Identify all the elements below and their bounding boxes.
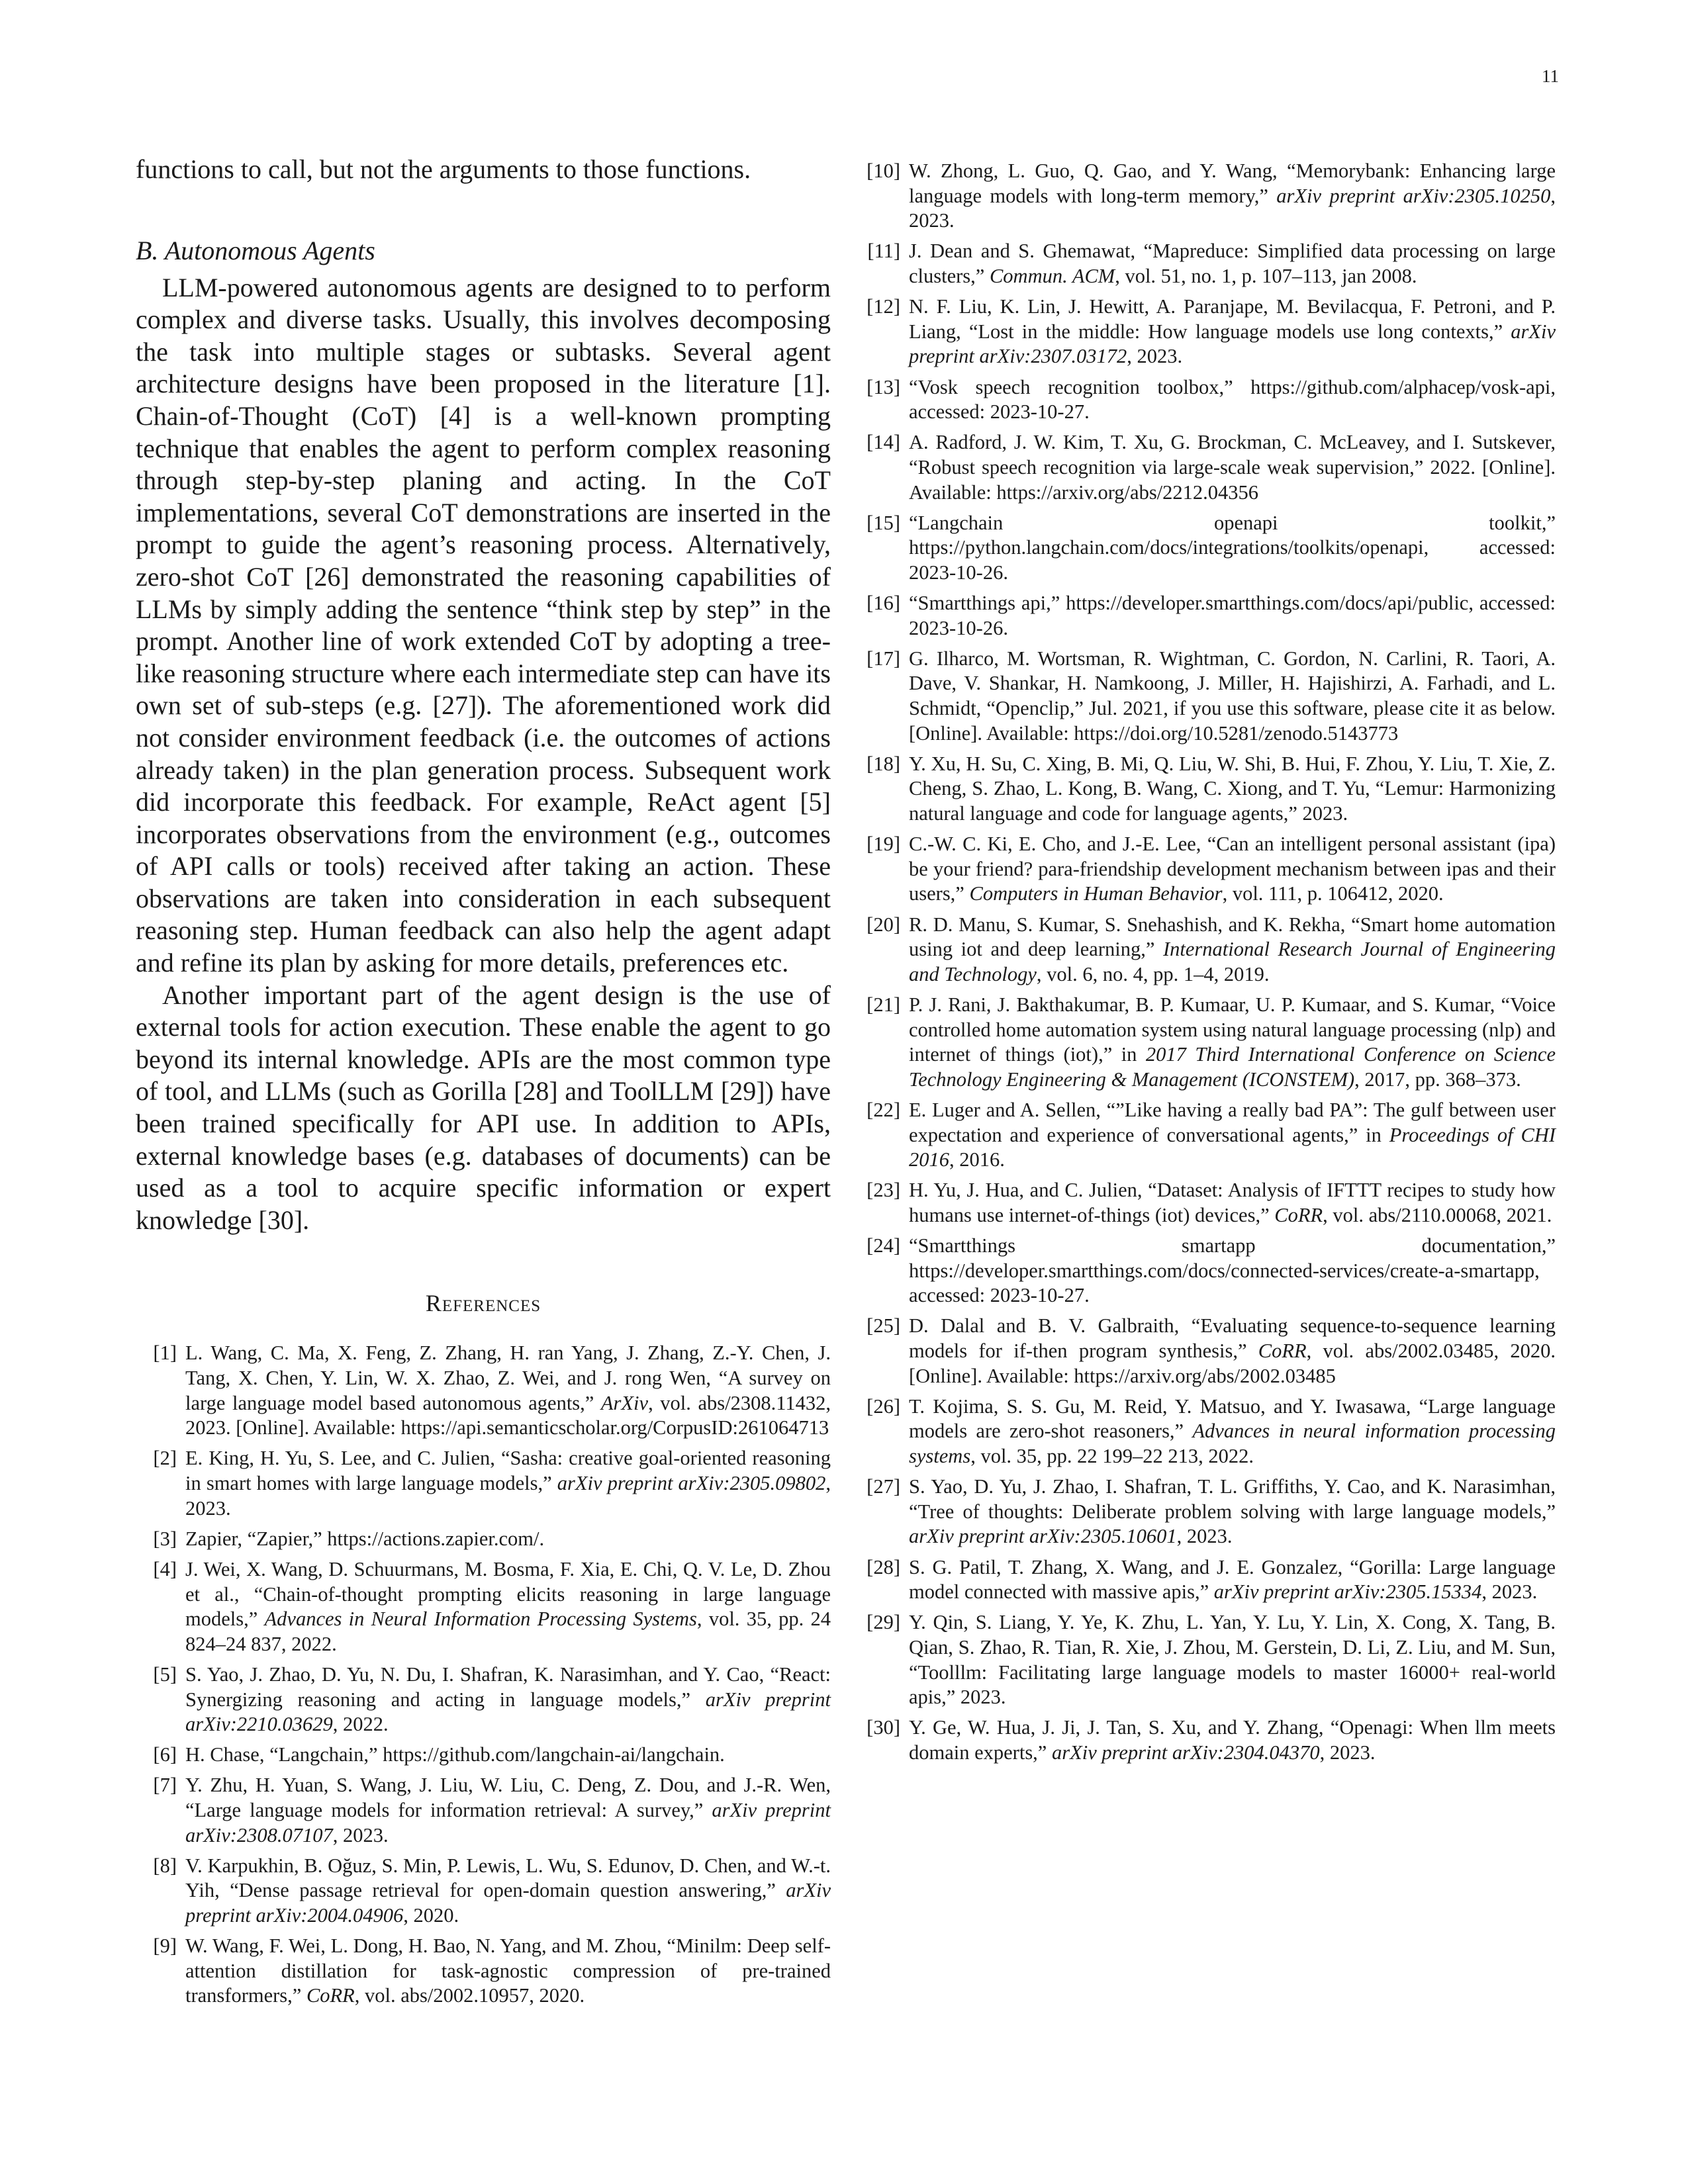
reference-text-tail: , 2023.	[1127, 345, 1183, 368]
reference-venue: arXiv preprint arXiv:2308.07107	[185, 1799, 831, 1846]
reference-text	[909, 592, 1556, 639]
reference-number: [18]	[867, 752, 900, 775]
reference-venue: CoRR	[306, 1984, 355, 2007]
reference-item	[859, 832, 1556, 907]
reference-number: [28]	[867, 1555, 900, 1578]
reference-text-tail: , vol. abs/2002.03485, 2020. [Online]. Available: https://arxiv.org/abs/2002.03485	[909, 1340, 1556, 1387]
reference-text	[185, 1854, 831, 1927]
reference-number: [20]	[867, 913, 900, 936]
reference-text-main: S. Yao, J. Zhao, D. Yu, N. Du, I. Shafran, K. Narasimhan, and Y. Cao, “React: Synergizing reasoning and acting in language models,”	[185, 1662, 831, 1711]
reference-number: [26]	[867, 1394, 900, 1418]
reference-text-main: R. D. Manu, S. Kumar, S. Snehashish, and K. Rekha, “Smart home automation using iot and deep learning,”	[909, 913, 1556, 961]
reference-venue: arXiv preprint arXiv:2304.04370	[1051, 1741, 1320, 1764]
reference-number: [30]	[867, 1716, 900, 1739]
reference-number: [15]	[867, 511, 900, 534]
reference-item	[859, 1234, 1556, 1308]
reference-text-main: H. Chase, “Langchain,” https://github.com/langchain-ai/langchain.	[185, 1743, 725, 1766]
reference-text	[185, 1743, 725, 1766]
reference-text	[185, 1342, 831, 1439]
reference-venue: arXiv preprint arXiv:2004.04906	[185, 1879, 831, 1927]
reference-text	[185, 1774, 831, 1846]
reference-number: [13]	[867, 375, 900, 398]
reference-text-main: N. F. Liu, K. Lin, J. Hewitt, A. Paranjape, M. Bevilacqua, F. Petroni, and P. Liang, “Lost in the middle: How language models use long contexts,”	[909, 295, 1556, 343]
reference-text	[909, 913, 1556, 985]
reference-text	[185, 1663, 831, 1735]
reference-item	[859, 1394, 1556, 1469]
reference-text	[909, 993, 1556, 1091]
reference-text	[909, 1314, 1556, 1387]
reference-item	[136, 1662, 831, 1737]
reference-venue: arXiv preprint arXiv:2307.03172	[909, 320, 1556, 368]
reference-item	[136, 1743, 831, 1768]
reference-venue: CoRR	[1258, 1340, 1307, 1363]
reference-text	[909, 1395, 1556, 1467]
reference-item	[859, 913, 1556, 987]
reference-number: [9]	[153, 1934, 177, 1958]
reference-text-tail: , 2023.	[1176, 1525, 1233, 1548]
reference-text-tail: , 2023.	[1319, 1741, 1376, 1764]
reference-text	[909, 376, 1556, 424]
reference-text-main: “Langchain openapi toolkit,” https://python.langchain.com/docs/integrations/toolkits/openapi, accessed: 2023-10-26.	[909, 511, 1556, 584]
reference-item	[859, 752, 1556, 827]
reference-text-main: W. Wang, F. Wei, L. Dong, H. Bao, N. Yang, and M. Zhou, “Minilm: Deep self-attention distillation for task-agnostic compression of pre-trained transformers,”	[185, 1934, 831, 2007]
reference-text-tail: , 2023.	[332, 1823, 389, 1846]
reference-text	[909, 1179, 1556, 1226]
reference-text-tail: , 2023.	[185, 1471, 831, 1520]
reference-item	[859, 239, 1556, 289]
reference-item	[859, 1555, 1556, 1605]
reference-text-tail: , 2020.	[403, 1904, 459, 1927]
reference-venue: arXiv preprint arXiv:2305.15334	[1213, 1580, 1482, 1604]
reference-venue: CoRR	[1274, 1203, 1323, 1226]
reference-venue: arXiv preprint arXiv:2305.09802	[557, 1471, 826, 1494]
reference-number: [12]	[867, 295, 900, 318]
reference-number: [6]	[153, 1743, 177, 1766]
reference-item	[859, 511, 1556, 586]
reference-text	[909, 1556, 1556, 1604]
left-column	[136, 154, 831, 2015]
reference-text	[909, 431, 1556, 503]
reference-item	[136, 1557, 831, 1657]
reference-text-main: P. J. Rani, J. Bakthakumar, B. P. Kumaar, U. P. Kumaar, and S. Kumar, “Voice controlled home automation system using natural language processing (nlp) and internet of things (iot),” in	[909, 993, 1556, 1066]
reference-text	[909, 295, 1556, 367]
reference-item	[859, 993, 1556, 1092]
reference-number: [7]	[153, 1774, 177, 1797]
reference-item	[859, 591, 1556, 641]
reference-number: [5]	[153, 1662, 177, 1686]
reference-text-tail: , vol. abs/2308.11432, 2023. [Online]. Available: https://api.semanticscholar.org/CorpusID:261064713	[185, 1391, 831, 1439]
reference-text-tail: , vol. 35, pp. 24 824–24 837, 2022.	[185, 1608, 831, 1655]
reference-venue: Proceedings of CHI 2016	[909, 1123, 1556, 1171]
reference-text-main: Y. Ge, W. Hua, J. Ji, J. Tan, S. Xu, and Y. Zhang, “Openagi: When llm meets domain experts,”	[909, 1716, 1556, 1764]
reference-number: [21]	[867, 993, 900, 1016]
page-number: 11	[1542, 66, 1559, 86]
reference-text-main: S. Yao, D. Yu, J. Zhao, I. Shafran, T. L. Griffiths, Y. Cao, and K. Narasimhan, “Tree of thoughts: Deliberate problem solving with large language models,”	[909, 1475, 1556, 1523]
reference-text-tail: , vol. abs/2002.10957, 2020.	[354, 1984, 585, 2007]
reference-text-tail: , vol. 111, p. 106412, 2020.	[1222, 882, 1444, 905]
reference-number: [11]	[867, 240, 900, 263]
reference-item	[859, 647, 1556, 746]
reference-text-main: C.-W. C. Ki, E. Cho, and J.-E. Lee, “Can an intelligent personal assistant (ipa) be your friend? para-friendship development mechanism between ipas and their users,”	[909, 833, 1556, 905]
reference-number: [19]	[867, 833, 900, 856]
reference-number: [3]	[153, 1527, 177, 1550]
reference-text-tail: , vol. 51, no. 1, p. 107–113, jan 2008.	[1115, 264, 1417, 287]
reference-venue: Computers in Human Behavior	[969, 882, 1223, 905]
reference-text-main: Y. Zhu, H. Yuan, S. Wang, J. Liu, W. Liu, C. Deng, Z. Dou, and J.-R. Wen, “Large language models for information retrieval: A survey,”	[185, 1774, 831, 1822]
reference-item	[859, 1178, 1556, 1228]
reference-item	[859, 375, 1556, 425]
reference-list-right	[859, 159, 1556, 1766]
reference-text	[909, 1234, 1556, 1306]
reference-number: [16]	[867, 592, 900, 615]
reference-text-tail: , 2016.	[949, 1148, 1005, 1171]
references-heading: References	[425, 1290, 541, 1317]
reference-item	[136, 1527, 831, 1552]
reference-item	[859, 295, 1556, 369]
reference-number: [1]	[153, 1342, 177, 1365]
reference-text	[185, 1934, 831, 2007]
reference-text-main: S. G. Patil, T. Zhang, X. Wang, and J. E. Gonzalez, “Gorilla: Large language model connected with massive apis,”	[909, 1555, 1556, 1604]
reference-text	[909, 512, 1556, 584]
reference-text-main: “Smartthings smartapp documentation,” https://developer.smartthings.com/docs/connected-services/create-a-smartapp, accessed: 2023-10-27.	[909, 1234, 1556, 1307]
reference-venue: Advances in neural information processing systems	[909, 1420, 1556, 1467]
reference-text-main: “Vosk speech recognition toolbox,” https://github.com/alphacep/vosk-api, accessed: 2023-10-27.	[909, 375, 1556, 424]
reference-text	[909, 159, 1556, 232]
reference-venue: arXiv preprint arXiv:2210.03629	[185, 1688, 831, 1736]
reference-number: [29]	[867, 1611, 900, 1634]
reference-number: [2]	[153, 1447, 177, 1470]
reference-text-main: E. Luger and A. Sellen, “”Like having a really bad PA”: The gulf between user expectation and experience of conversational agents,” in	[909, 1098, 1556, 1146]
reference-item	[136, 1341, 831, 1440]
reference-text-main: D. Dalal and B. V. Galbraith, “Evaluating sequence-to-sequence learning models for if-then program synthesis,”	[909, 1314, 1556, 1363]
reference-text-main: Y. Xu, H. Su, C. Xing, B. Mi, Q. Liu, W. Shi, B. Hui, F. Zhou, Y. Liu, T. Xie, Z. Cheng, S. Zhao, L. Kong, B. Wang, C. Xiong, and T. Yu, “Lemur: Harmonizing natural language and code for language agents,” 2023.	[909, 752, 1556, 825]
reference-text	[185, 1558, 831, 1655]
reference-text-tail: , vol. 6, no. 4, pp. 1–4, 2019.	[1036, 962, 1270, 985]
reference-item	[859, 1610, 1556, 1709]
reference-item	[136, 1934, 831, 2009]
reference-number: [24]	[867, 1234, 900, 1257]
reference-text-main: J. Wei, X. Wang, D. Schuurmans, M. Bosma, F. Xia, E. Chi, Q. V. Le, D. Zhou et al., “Chain-of-thought prompting elicits reasoning in large language models,”	[185, 1557, 831, 1631]
paragraph-external-tools: Another important part of the agent design is the use of external tools for action execution. These enable the agent to go beyond its internal knowledge. APIs are the most common type of tool, and LLMs (such as Gorilla [28] and ToolLLM [29]) have been trained specifically for API use. In addition to APIs, external knowledge bases (e.g. databases of documents) can be used as a tool to acquire specific information or expert knowledge [30].	[136, 979, 831, 1235]
reference-list-left	[136, 1341, 831, 2009]
right-column	[859, 159, 1556, 1771]
subsection-title: B. Autonomous Agents	[136, 235, 375, 265]
reference-item	[136, 1446, 831, 1521]
reference-item	[136, 1773, 831, 1848]
reference-number: [10]	[867, 159, 900, 182]
reference-venue: ArXiv	[600, 1391, 649, 1414]
reference-text	[909, 647, 1556, 745]
reference-venue: Commun. ACM	[989, 264, 1115, 287]
reference-item	[859, 430, 1556, 505]
reference-venue: arXiv preprint arXiv:2305.10601	[909, 1525, 1177, 1548]
reference-number: [23]	[867, 1179, 900, 1202]
reference-text	[909, 752, 1556, 825]
reference-text-main: G. Ilharco, M. Wortsman, R. Wightman, C. Gordon, N. Carlini, R. Taori, A. Dave, V. Shankar, H. Namkoong, J. Miller, H. Hajishirzi, A. Farhadi, and L. Schmidt, “Openclip,” Jul. 2021, if you use this software, please cite it as below. [Online]. Available: https://doi.org/10.5281/zenodo.5143773	[909, 647, 1556, 745]
reference-item	[859, 1314, 1556, 1388]
carryover-text: functions to call, but not the arguments to those functions.	[136, 154, 751, 184]
reference-text	[185, 1447, 831, 1519]
reference-text-tail: , vol. abs/2110.00068, 2021.	[1323, 1203, 1552, 1226]
reference-text-main: H. Yu, J. Hua, and C. Julien, “Dataset: Analysis of IFTTT recipes to study how humans use internet-of-things (iot) devices,”	[909, 1179, 1556, 1226]
reference-venue: Advances in Neural Information Processing Systems	[264, 1608, 697, 1631]
reference-text-main: V. Karpukhin, B. Oğuz, S. Min, P. Lewis, L. Wu, S. Edunov, D. Chen, and W.-t. Yih, “Dense passage retrieval for open-domain question answering,”	[185, 1854, 831, 1902]
reference-text-main: J. Dean and S. Ghemawat, “Mapreduce: Simplified data processing on large clusters,”	[909, 240, 1556, 287]
reference-number: [25]	[867, 1314, 900, 1338]
reference-text	[909, 240, 1556, 287]
reference-text-main: Y. Qin, S. Liang, Y. Ye, K. Zhu, L. Yan, Y. Lu, Y. Lin, X. Cong, X. Tang, B. Qian, S. Zhao, R. Tian, R. Xie, J. Zhou, M. Gerstein, D. Li, Z. Liu, and M. Sun, “Toolllm: Facilitating large language models to master 16000+ real-world apis,” 2023.	[909, 1611, 1556, 1709]
reference-text-main: A. Radford, J. W. Kim, T. Xu, G. Brockman, C. McLeavey, and I. Sutskever, “Robust speech recognition via large-scale weak supervision,” 2022. [Online]. Available: https://arxiv.org/abs/2212.04356	[909, 431, 1556, 504]
reference-text-tail: , 2023.	[909, 184, 1556, 232]
reference-item	[859, 159, 1556, 234]
reference-text-main: T. Kojima, S. S. Gu, M. Reid, Y. Matsuo, and Y. Iwasawa, “Large language models are zero-shot reasoners,”	[909, 1394, 1556, 1443]
reference-text-main: Zapier, “Zapier,” https://actions.zapier.com/.	[185, 1527, 545, 1550]
reference-item	[859, 1715, 1556, 1765]
reference-text	[185, 1527, 544, 1550]
reference-text-tail: , 2017, pp. 368–373.	[1354, 1068, 1521, 1091]
reference-text-main: L. Wang, C. Ma, X. Feng, Z. Zhang, H. ran Yang, J. Zhang, Z.-Y. Chen, J. Tang, X. Chen, Y. Lin, W. X. Zhao, Z. Wei, and J. rong Wen, “A survey on large language model based autonomous agents,”	[185, 1342, 831, 1414]
reference-text	[909, 1716, 1556, 1764]
reference-text-main: “Smartthings api,” https://developer.smartthings.com/docs/api/public, accessed: 2023-10-26.	[909, 592, 1556, 639]
reference-item	[859, 1475, 1556, 1549]
reference-text-main: E. King, H. Yu, S. Lee, and C. Julien, “Sasha: creative goal-oriented reasoning in smart homes with large language models,”	[185, 1447, 831, 1494]
reference-text	[909, 1611, 1556, 1708]
reference-text-tail: , vol. 35, pp. 22 199–22 213, 2022.	[970, 1445, 1254, 1467]
reference-text-tail: , 2022.	[332, 1713, 389, 1736]
reference-number: [27]	[867, 1475, 900, 1498]
paragraph-autonomous-agents: LLM-powered autonomous agents are designed to to perform complex and diverse tasks. Usually, this involves decomposing the task into multiple stages or subtasks. Several agent architecture designs have been proposed in the literature [1]. Chain-of-Thought (CoT) [4] is a well-known prompting technique that enables the agent to perform complex reasoning through step-by-step planing and acting. In the CoT implementations, several CoT demonstrations are inserted in the prompt to guide the agent’s reasoning process. Alternatively, zero-shot CoT [26] demonstrated the reasoning capabilities of LLMs by simply adding the sentence “think step by step” in the prompt. Another line of work extended CoT by adopting a tree-like reasoning structure where each intermediate step can have its own set of sub-steps (e.g. [27]). The aforementioned work did not consider environment feedback (i.e. the outcomes of actions already taken) in the plan generation process. Subsequent work did incorporate this feedback. For example, ReAct agent [5] incorporates observations from the environment (e.g., outcomes of API calls or tools) received after taking an action. These observations are taken into consideration in each subsequent reasoning step. Human feedback can also help the agent adapt and refine its plan by asking for more details, preferences etc.	[136, 272, 831, 978]
reference-item	[859, 1098, 1556, 1173]
reference-number: [14]	[867, 431, 900, 454]
reference-text-main: W. Zhong, L. Guo, Q. Gao, and Y. Wang, “Memorybank: Enhancing large language models with long-term memory,”	[909, 159, 1556, 207]
reference-number: [17]	[867, 647, 900, 670]
reference-item	[136, 1854, 831, 1929]
reference-number: [8]	[153, 1854, 177, 1877]
reference-venue: International Research Journal of Engineering and Technology	[909, 938, 1556, 985]
reference-venue: 2017 Third International Conference on Science Technology Engineering & Management (ICONSTEM)	[909, 1043, 1556, 1091]
reference-text-tail: , 2023.	[1481, 1580, 1538, 1604]
reference-text	[909, 1099, 1556, 1171]
reference-venue: arXiv preprint arXiv:2305.10250	[1276, 184, 1551, 207]
reference-number: [4]	[153, 1557, 177, 1580]
reference-number: [22]	[867, 1098, 900, 1121]
reference-text	[909, 1475, 1556, 1547]
reference-text	[909, 833, 1556, 905]
